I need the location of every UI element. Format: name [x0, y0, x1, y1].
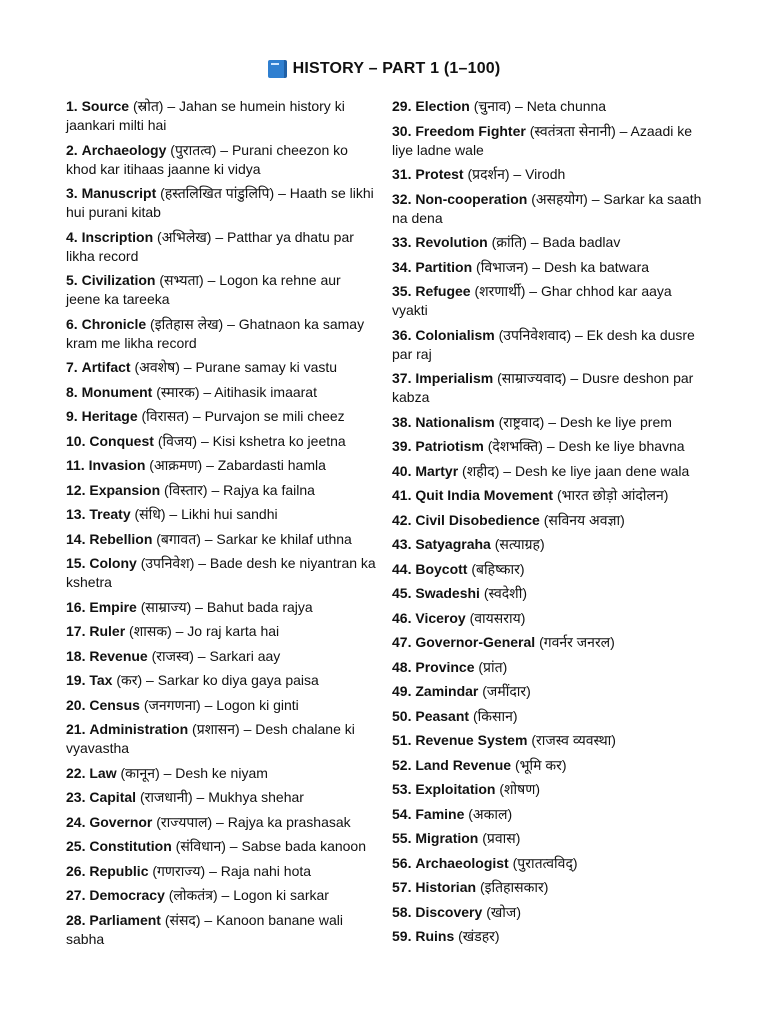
term-name: Colonialism — [415, 326, 495, 343]
term-number: 23. — [66, 789, 86, 805]
list-item — [66, 228, 378, 266]
term-number: 30. — [392, 122, 412, 139]
list-item — [66, 505, 378, 524]
term-meaning: – Jahan se humein history ki jaankari milti hai — [66, 98, 345, 133]
list-item — [66, 671, 378, 690]
term-hindi: (राजस्व व्यवस्था) — [531, 732, 616, 748]
term-hindi: (गवर्नर जनरल) — [539, 634, 615, 650]
term-hindi: (कर) — [116, 672, 143, 688]
term-number: 34. — [392, 258, 412, 275]
term-hindi: (अवशेष) — [134, 359, 180, 375]
term-name: Capital — [89, 789, 137, 805]
term-number: 13. — [66, 506, 86, 522]
list-item — [66, 886, 378, 905]
term-meaning: – Raja nahi hota — [209, 862, 312, 879]
term-number: 32. — [392, 190, 412, 207]
term-hindi: (साम्राज्य) — [140, 598, 192, 615]
term-hindi: (प्रशासन) — [192, 721, 240, 737]
list-item — [392, 437, 704, 456]
term-hindi: (संविधान) — [175, 838, 226, 854]
term-hindi: (बगावत) — [156, 530, 201, 547]
list-item — [66, 432, 378, 451]
term-name: Chronicle — [81, 315, 147, 332]
term-number: 14. — [66, 530, 86, 547]
list-item — [392, 780, 704, 799]
list-item — [66, 358, 378, 377]
term-name: Land Revenue — [415, 756, 512, 773]
term-hindi: (राजधानी) — [139, 789, 193, 805]
term-hindi: (पुरातत्वविद्) — [512, 854, 578, 871]
list-item — [66, 271, 378, 309]
list-item — [392, 633, 704, 652]
term-name: Monument — [81, 383, 153, 400]
term-number: 24. — [66, 813, 86, 830]
term-hindi: (साम्राज्यवाद) — [497, 370, 567, 386]
term-name: Peasant — [415, 707, 470, 724]
term-meaning: – Mukhya shehar — [196, 789, 304, 805]
term-number: 36. — [392, 326, 412, 343]
term-name: Election — [415, 98, 470, 114]
list-item — [392, 369, 704, 407]
term-meaning: – Bade desh ke niyantran ka kshetra — [66, 555, 376, 590]
term-name: Source — [81, 98, 130, 114]
list-item — [392, 535, 704, 554]
list-item — [66, 598, 378, 617]
list-item — [66, 788, 378, 807]
term-hindi: (राज्यपाल) — [156, 813, 213, 830]
term-hindi: (लोकतंत्र) — [168, 887, 218, 903]
list-item — [392, 829, 704, 848]
list-item — [66, 530, 378, 549]
term-number: 52. — [392, 756, 412, 773]
term-name: Nationalism — [415, 413, 495, 430]
term-meaning: – Kanoon banane wali sabha — [66, 911, 343, 947]
term-meaning: – Bada badlav — [530, 234, 621, 250]
term-name: Province — [415, 658, 475, 675]
term-number: 42. — [392, 511, 412, 528]
term-number: 47. — [392, 634, 412, 650]
left-column — [66, 97, 378, 954]
term-hindi: (विरासत) — [141, 408, 190, 424]
term-hindi: (कानून) — [120, 764, 160, 781]
term-meaning: – Ghatnaon ka samay kram me likha record — [66, 315, 365, 351]
term-hindi: (स्रोत) — [132, 98, 164, 114]
term-hindi: (पुरातत्व) — [170, 141, 217, 158]
term-number: 56. — [392, 854, 412, 871]
blue-book-icon — [268, 60, 287, 78]
term-hindi: (इतिहासकार) — [479, 879, 549, 895]
term-name: Empire — [89, 598, 137, 615]
term-number: 5. — [66, 272, 78, 288]
term-number: 29. — [392, 98, 412, 114]
list-item — [392, 258, 704, 277]
term-meaning: – Kisi kshetra ko jeetna — [200, 432, 346, 449]
term-number: 19. — [66, 672, 86, 688]
term-number: 40. — [392, 462, 412, 479]
term-meaning: – Sarkar ko diya gaya paisa — [146, 672, 319, 688]
term-name: Governor-General — [415, 634, 536, 650]
term-meaning: – Bahut bada rajya — [195, 598, 313, 615]
term-name: Rebellion — [89, 530, 153, 547]
term-name: Artifact — [81, 359, 131, 375]
term-meaning: – Desh ke liye jaan dene wala — [503, 462, 690, 479]
term-meaning: – Aitihasik imaarat — [203, 383, 317, 400]
term-name: Census — [89, 696, 140, 713]
term-name: Non-cooperation — [415, 190, 528, 207]
term-name: Freedom Fighter — [415, 122, 526, 139]
term-number: 20. — [66, 696, 86, 713]
term-name: Colony — [89, 555, 137, 571]
list-item — [66, 554, 378, 592]
term-name: Ruler — [89, 623, 126, 639]
term-hindi: (देशभक्ति) — [487, 438, 543, 454]
term-number: 39. — [392, 438, 412, 454]
term-meaning: – Sabse bada kanoon — [229, 838, 367, 854]
term-hindi: (प्रांत) — [478, 658, 508, 675]
term-hindi: (हस्तलिखित पांडुलिपि) — [160, 185, 275, 201]
term-number: 48. — [392, 658, 412, 675]
list-item — [392, 326, 704, 364]
term-number: 8. — [66, 383, 78, 400]
term-meaning: – Ghar chhod kar aaya vyakti — [392, 283, 672, 318]
term-meaning: – Ek desh ka dusre par raj — [392, 326, 695, 362]
term-number: 38. — [392, 413, 412, 430]
term-meaning: – Purani cheezon ko khod kar itihaas jaanne ki vidya — [66, 141, 348, 177]
list-item — [392, 165, 704, 184]
term-name: Revolution — [415, 234, 488, 250]
term-number: 6. — [66, 315, 78, 332]
list-item — [392, 805, 704, 824]
term-name: Zamindar — [415, 683, 479, 699]
term-name: Quit India Movement — [415, 487, 554, 503]
term-number: 16. — [66, 598, 86, 615]
term-number: 45. — [392, 585, 412, 601]
term-name: Patriotism — [415, 438, 484, 454]
term-hindi: (सत्याग्रह) — [494, 536, 545, 552]
term-hindi: (भारत छोड़ो आंदोलन) — [556, 487, 669, 503]
list-item — [392, 413, 704, 432]
term-number: 35. — [392, 283, 412, 299]
term-number: 17. — [66, 623, 86, 639]
term-name: Civil Disobedience — [415, 511, 540, 528]
term-name: Constitution — [89, 838, 172, 854]
term-hindi: (किसान) — [472, 707, 518, 724]
term-number: 51. — [392, 732, 412, 748]
term-name: Manuscript — [81, 185, 157, 201]
term-hindi: (वायसराय) — [469, 609, 526, 626]
list-item — [66, 837, 378, 856]
term-meaning: – Rajya ka failna — [211, 481, 315, 498]
term-hindi: (स्मारक) — [156, 383, 200, 400]
term-number: 26. — [66, 862, 86, 879]
list-item — [66, 696, 378, 715]
list-item — [392, 609, 704, 628]
term-number: 41. — [392, 487, 412, 503]
list-item — [66, 764, 378, 783]
term-number: 12. — [66, 481, 86, 498]
term-name: Partition — [415, 258, 473, 275]
right-column — [392, 97, 704, 952]
term-meaning: – Sarkar ka saath na dena — [392, 190, 702, 226]
list-item — [66, 813, 378, 832]
term-number: 58. — [392, 903, 412, 920]
term-hindi: (प्रवास) — [482, 830, 521, 846]
term-number: 21. — [66, 721, 86, 737]
term-name: Historian — [415, 879, 477, 895]
list-item — [392, 854, 704, 873]
term-name: Heritage — [81, 408, 138, 424]
term-number: 59. — [392, 928, 412, 944]
term-meaning: – Sarkar ke khilaf uthna — [204, 530, 352, 547]
list-item — [66, 315, 378, 353]
list-item — [392, 584, 704, 603]
list-item — [66, 141, 378, 179]
term-name: Boycott — [415, 560, 468, 577]
term-number: 2. — [66, 141, 78, 158]
term-name: Refugee — [415, 283, 471, 299]
term-meaning: – Purvajon se mili cheez — [192, 408, 345, 424]
term-number: 43. — [392, 536, 412, 552]
list-item — [392, 903, 704, 922]
term-hindi: (शहीद) — [462, 462, 500, 479]
term-name: Satyagraha — [415, 536, 491, 552]
term-meaning: – Logon ki ginti — [204, 696, 299, 713]
term-hindi: (जनगणना) — [143, 696, 201, 713]
term-meaning: – Logon ki sarkar — [221, 887, 329, 903]
term-meaning: – Desh chalane ki vyavastha — [66, 721, 355, 756]
term-name: Treaty — [89, 506, 131, 522]
term-meaning: – Logon ka rehne aur jeene ka tareeka — [66, 272, 341, 307]
term-hindi: (बहिष्कार) — [471, 560, 525, 577]
term-meaning: – Dusre deshon par kabza — [392, 370, 694, 405]
term-hindi: (राष्ट्रवाद) — [498, 413, 545, 430]
list-item — [392, 756, 704, 775]
term-meaning: – Desh ke liye bhavna — [546, 438, 685, 454]
term-hindi: (अभिलेख) — [157, 228, 212, 245]
term-meaning: – Haath se likhi hui purani kitab — [66, 185, 374, 220]
term-number: 49. — [392, 683, 412, 699]
term-hindi: (क्रांति) — [491, 234, 527, 250]
list-item — [392, 682, 704, 701]
list-item — [392, 927, 704, 946]
list-item — [392, 97, 704, 116]
term-number: 44. — [392, 560, 412, 577]
term-hindi: (अकाल) — [468, 805, 513, 822]
term-meaning: – Zabardasti hamla — [206, 457, 326, 473]
term-name: Martyr — [415, 462, 459, 479]
term-hindi: (शासक) — [129, 623, 172, 639]
term-number: 10. — [66, 432, 86, 449]
term-name: Republic — [89, 862, 149, 879]
list-item — [66, 622, 378, 641]
list-item — [66, 383, 378, 402]
term-number: 4. — [66, 228, 78, 245]
term-hindi: (उपनिवेश) — [140, 555, 195, 571]
term-name: Archaeologist — [415, 854, 509, 871]
list-item — [392, 560, 704, 579]
term-hindi: (संसद) — [164, 911, 201, 928]
term-meaning: – Rajya ka prashasak — [216, 813, 351, 830]
term-number: 37. — [392, 370, 412, 386]
term-number: 46. — [392, 609, 412, 626]
term-meaning: – Azaadi ke liye ladne wale — [392, 122, 693, 158]
list-item — [66, 720, 378, 758]
term-hindi: (शोषण) — [499, 781, 541, 797]
term-meaning: – Patthar ya dhatu par likha record — [66, 228, 354, 264]
term-meaning: – Purane samay ki vastu — [183, 359, 338, 375]
term-hindi: (जमींदार) — [482, 683, 531, 699]
term-meaning: – Sarkari aay — [197, 647, 281, 664]
term-hindi: (राजस्व) — [151, 647, 194, 664]
list-item — [392, 233, 704, 252]
list-item — [66, 862, 378, 881]
term-meaning: – Desh ke niyam — [163, 764, 268, 781]
term-name: Revenue System — [415, 732, 528, 748]
term-meaning: – Neta chunna — [515, 98, 607, 114]
list-item — [392, 731, 704, 750]
page-title-text: HISTORY – PART 1 (1–100) — [292, 60, 501, 77]
term-name: Ruins — [415, 928, 455, 944]
term-hindi: (स्वदेशी) — [483, 585, 527, 601]
term-number: 11. — [66, 457, 85, 473]
list-item — [66, 97, 378, 135]
term-hindi: (स्वतंत्रता सेनानी) — [529, 122, 616, 139]
term-name: Discovery — [415, 903, 483, 920]
term-name: Expansion — [89, 481, 161, 498]
term-name: Viceroy — [415, 609, 466, 626]
term-number: 50. — [392, 707, 412, 724]
list-item — [392, 707, 704, 726]
term-meaning: – Likhi hui sandhi — [169, 506, 278, 522]
term-hindi: (आक्रमण) — [149, 457, 203, 473]
term-hindi: (शरणार्थी) — [474, 283, 526, 299]
list-item — [392, 658, 704, 677]
term-name: Inscription — [81, 228, 154, 245]
term-number: 31. — [392, 166, 412, 182]
term-meaning: – Desh ke liye prem — [548, 413, 672, 430]
list-item — [66, 481, 378, 500]
list-item — [66, 456, 378, 475]
term-hindi: (असहयोग) — [531, 190, 588, 207]
term-hindi: (खोज) — [486, 903, 521, 920]
term-hindi: (भूमि कर) — [514, 756, 567, 773]
list-item — [392, 122, 704, 160]
list-item — [66, 911, 378, 949]
term-hindi: (सभ्यता) — [159, 272, 204, 288]
list-item — [392, 282, 704, 320]
term-meaning: – Virodh — [513, 166, 566, 182]
term-hindi: (सविनय अवज्ञा) — [543, 511, 625, 528]
term-number: 33. — [392, 234, 412, 250]
term-number: 27. — [66, 887, 86, 903]
term-name: Law — [89, 764, 117, 781]
term-number: 7. — [66, 359, 78, 375]
term-hindi: (संधि) — [134, 506, 166, 522]
term-name: Migration — [415, 830, 479, 846]
term-name: Revenue — [89, 647, 148, 664]
page-title — [0, 60, 768, 78]
term-number: 3. — [66, 185, 78, 201]
term-hindi: (उपनिवेशवाद) — [498, 326, 572, 343]
term-hindi: (विजय) — [157, 432, 198, 449]
term-name: Swadeshi — [415, 585, 480, 601]
term-hindi: (गणराज्य) — [152, 862, 206, 879]
term-number: 1. — [66, 98, 78, 114]
term-hindi: (खंडहर) — [458, 928, 500, 944]
list-item — [392, 486, 704, 505]
term-name: Parliament — [89, 911, 161, 928]
term-hindi: (विस्तार) — [164, 481, 208, 498]
term-number: 54. — [392, 805, 412, 822]
term-number: 18. — [66, 647, 86, 664]
term-name: Protest — [415, 166, 464, 182]
term-number: 55. — [392, 830, 412, 846]
term-name: Democracy — [89, 887, 165, 903]
term-meaning: – Desh ka batwara — [532, 258, 650, 275]
term-meaning: – Jo raj karta hai — [175, 623, 280, 639]
term-hindi: (विभाजन) — [476, 258, 529, 275]
term-number: 9. — [66, 408, 78, 424]
list-item — [66, 647, 378, 666]
term-number: 53. — [392, 781, 412, 797]
list-item — [66, 407, 378, 426]
term-hindi: (प्रदर्शन) — [467, 166, 510, 182]
term-number: 57. — [392, 879, 412, 895]
term-name: Invasion — [88, 457, 146, 473]
term-hindi: (चुनाव) — [473, 98, 512, 114]
list-item — [392, 462, 704, 481]
term-number: 15. — [66, 555, 86, 571]
list-item — [392, 190, 704, 228]
term-name: Administration — [89, 721, 189, 737]
list-item — [392, 511, 704, 530]
term-name: Archaeology — [81, 141, 167, 158]
term-number: 22. — [66, 764, 86, 781]
list-item — [392, 878, 704, 897]
term-number: 25. — [66, 838, 86, 854]
term-name: Civilization — [81, 272, 156, 288]
term-name: Tax — [89, 672, 113, 688]
term-name: Governor — [89, 813, 153, 830]
term-name: Imperialism — [415, 370, 494, 386]
term-number: 28. — [66, 911, 86, 928]
term-name: Exploitation — [415, 781, 496, 797]
term-name: Conquest — [89, 432, 154, 449]
term-name: Famine — [415, 805, 465, 822]
term-hindi: (इतिहास लेख) — [150, 315, 224, 332]
list-item — [66, 184, 378, 222]
